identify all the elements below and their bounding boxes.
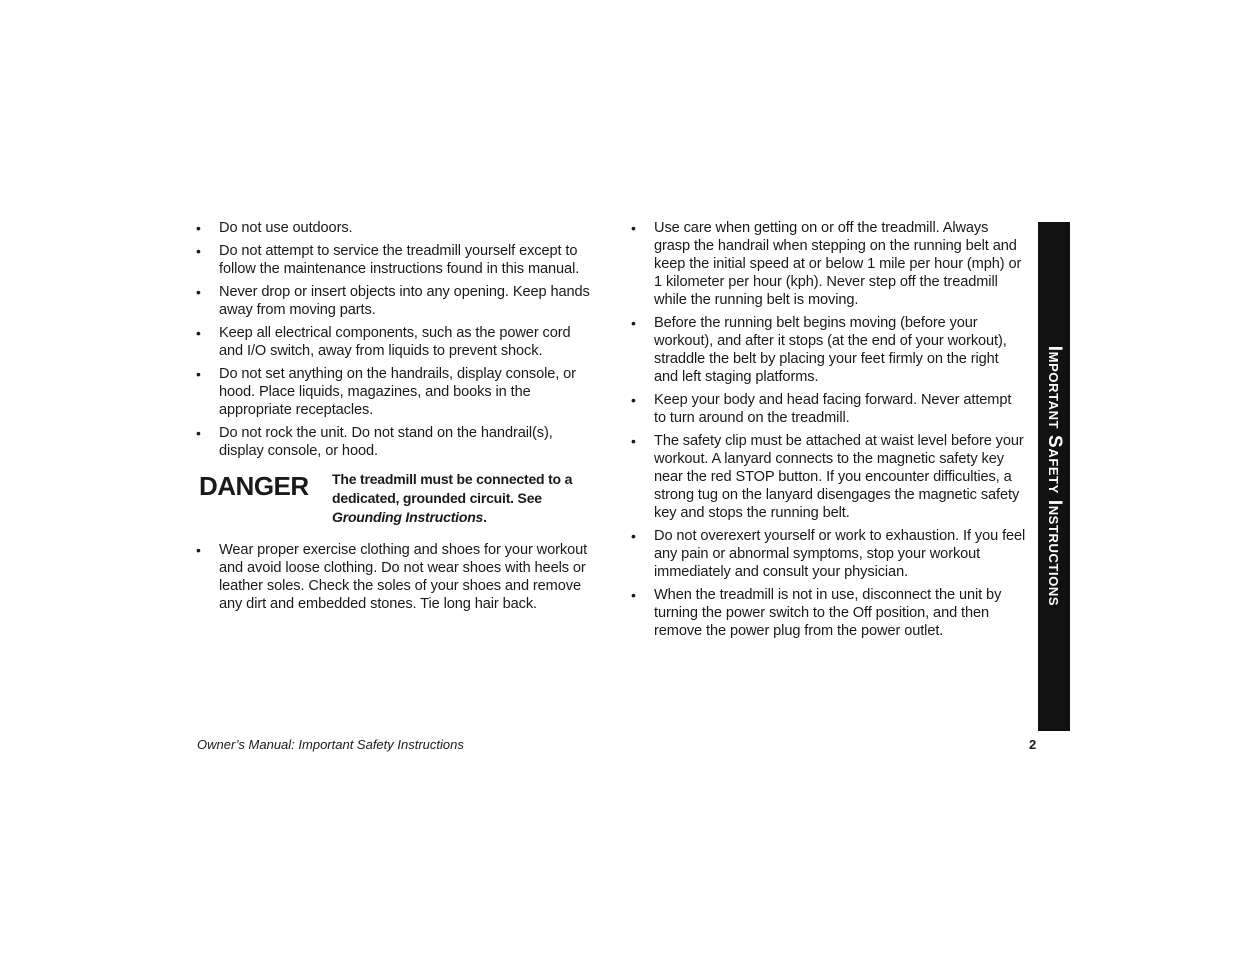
footer-title: Owner’s Manual: Important Safety Instructions — [197, 737, 464, 752]
list-item: • Before the running belt begins moving (before your workout), and after it stops (at the end of your workout), straddle the belt by placing your feet firmly on the right and left staging platforms. — [631, 314, 1026, 386]
safety-list-bottom — [196, 541, 596, 613]
danger-label: DANGER — [199, 471, 309, 501]
grounding-instructions-reference: Grounding Instructions — [332, 509, 484, 525]
left-column — [196, 219, 596, 618]
danger-text-main: The treadmill must be connected to a dedicated, grounded circuit. See — [332, 471, 573, 506]
list-item: • Do not attempt to service the treadmill yourself except to follow the maintenance instructions found in this manual. — [196, 242, 596, 278]
list-item: • Do not use outdoors. — [196, 219, 596, 237]
list-item: • Do not rock the unit. Do not stand on the handrail(s), display console, or hood. — [196, 424, 596, 460]
list-item: • The safety clip must be attached at waist level before your workout. A lanyard connects to the magnetic safety key near the red STOP button. If you encounter difficulties, a strong tug on the lanyard disengages the magnetic safety key and stops the running belt. — [631, 432, 1026, 522]
list-item: • Keep all electrical components, such as the power cord and I/O switch, away from liquids to prevent shock. — [196, 324, 596, 360]
section-side-tab — [1038, 222, 1070, 731]
danger-text-end: . — [483, 509, 487, 525]
list-item: • Keep your body and head facing forward. Never attempt to turn around on the treadmill. — [631, 391, 1026, 427]
page-number: 2 — [1029, 737, 1037, 752]
safety-list-top — [196, 219, 596, 460]
list-item: • Wear proper exercise clothing and shoes for your workout and avoid loose clothing. Do not wear shoes with heels or leather soles. Check the soles of your shoes and remove any dirt and embedded stones. Tie long hair back. — [196, 541, 596, 613]
danger-notice — [196, 470, 596, 527]
list-item: • Never drop or insert objects into any opening. Keep hands away from moving parts. — [196, 283, 596, 319]
list-item: • Do not overexert yourself or work to exhaustion. If you feel any pain or abnormal symptoms, stop your workout immediately and consult your physician. — [631, 527, 1026, 581]
right-column — [631, 219, 1026, 645]
section-tab-label: Important Safety Instructions — [1044, 345, 1065, 607]
danger-text — [332, 470, 594, 527]
list-item: • When the treadmill is not in use, disconnect the unit by turning the power switch to the Off position, and then remove the power plug from the power outlet. — [631, 586, 1026, 640]
list-item: • Do not set anything on the handrails, display console, or hood. Place liquids, magazines, and books in the appropriate receptacles. — [196, 365, 596, 419]
list-item: • Use care when getting on or off the treadmill. Always grasp the handrail when stepping on the running belt and keep the initial speed at or below 1 mile per hour (mph) or 1 kilometer per hour (kph). Never step off the treadmill while the running belt is moving. — [631, 219, 1026, 309]
safety-list-right — [631, 219, 1026, 640]
